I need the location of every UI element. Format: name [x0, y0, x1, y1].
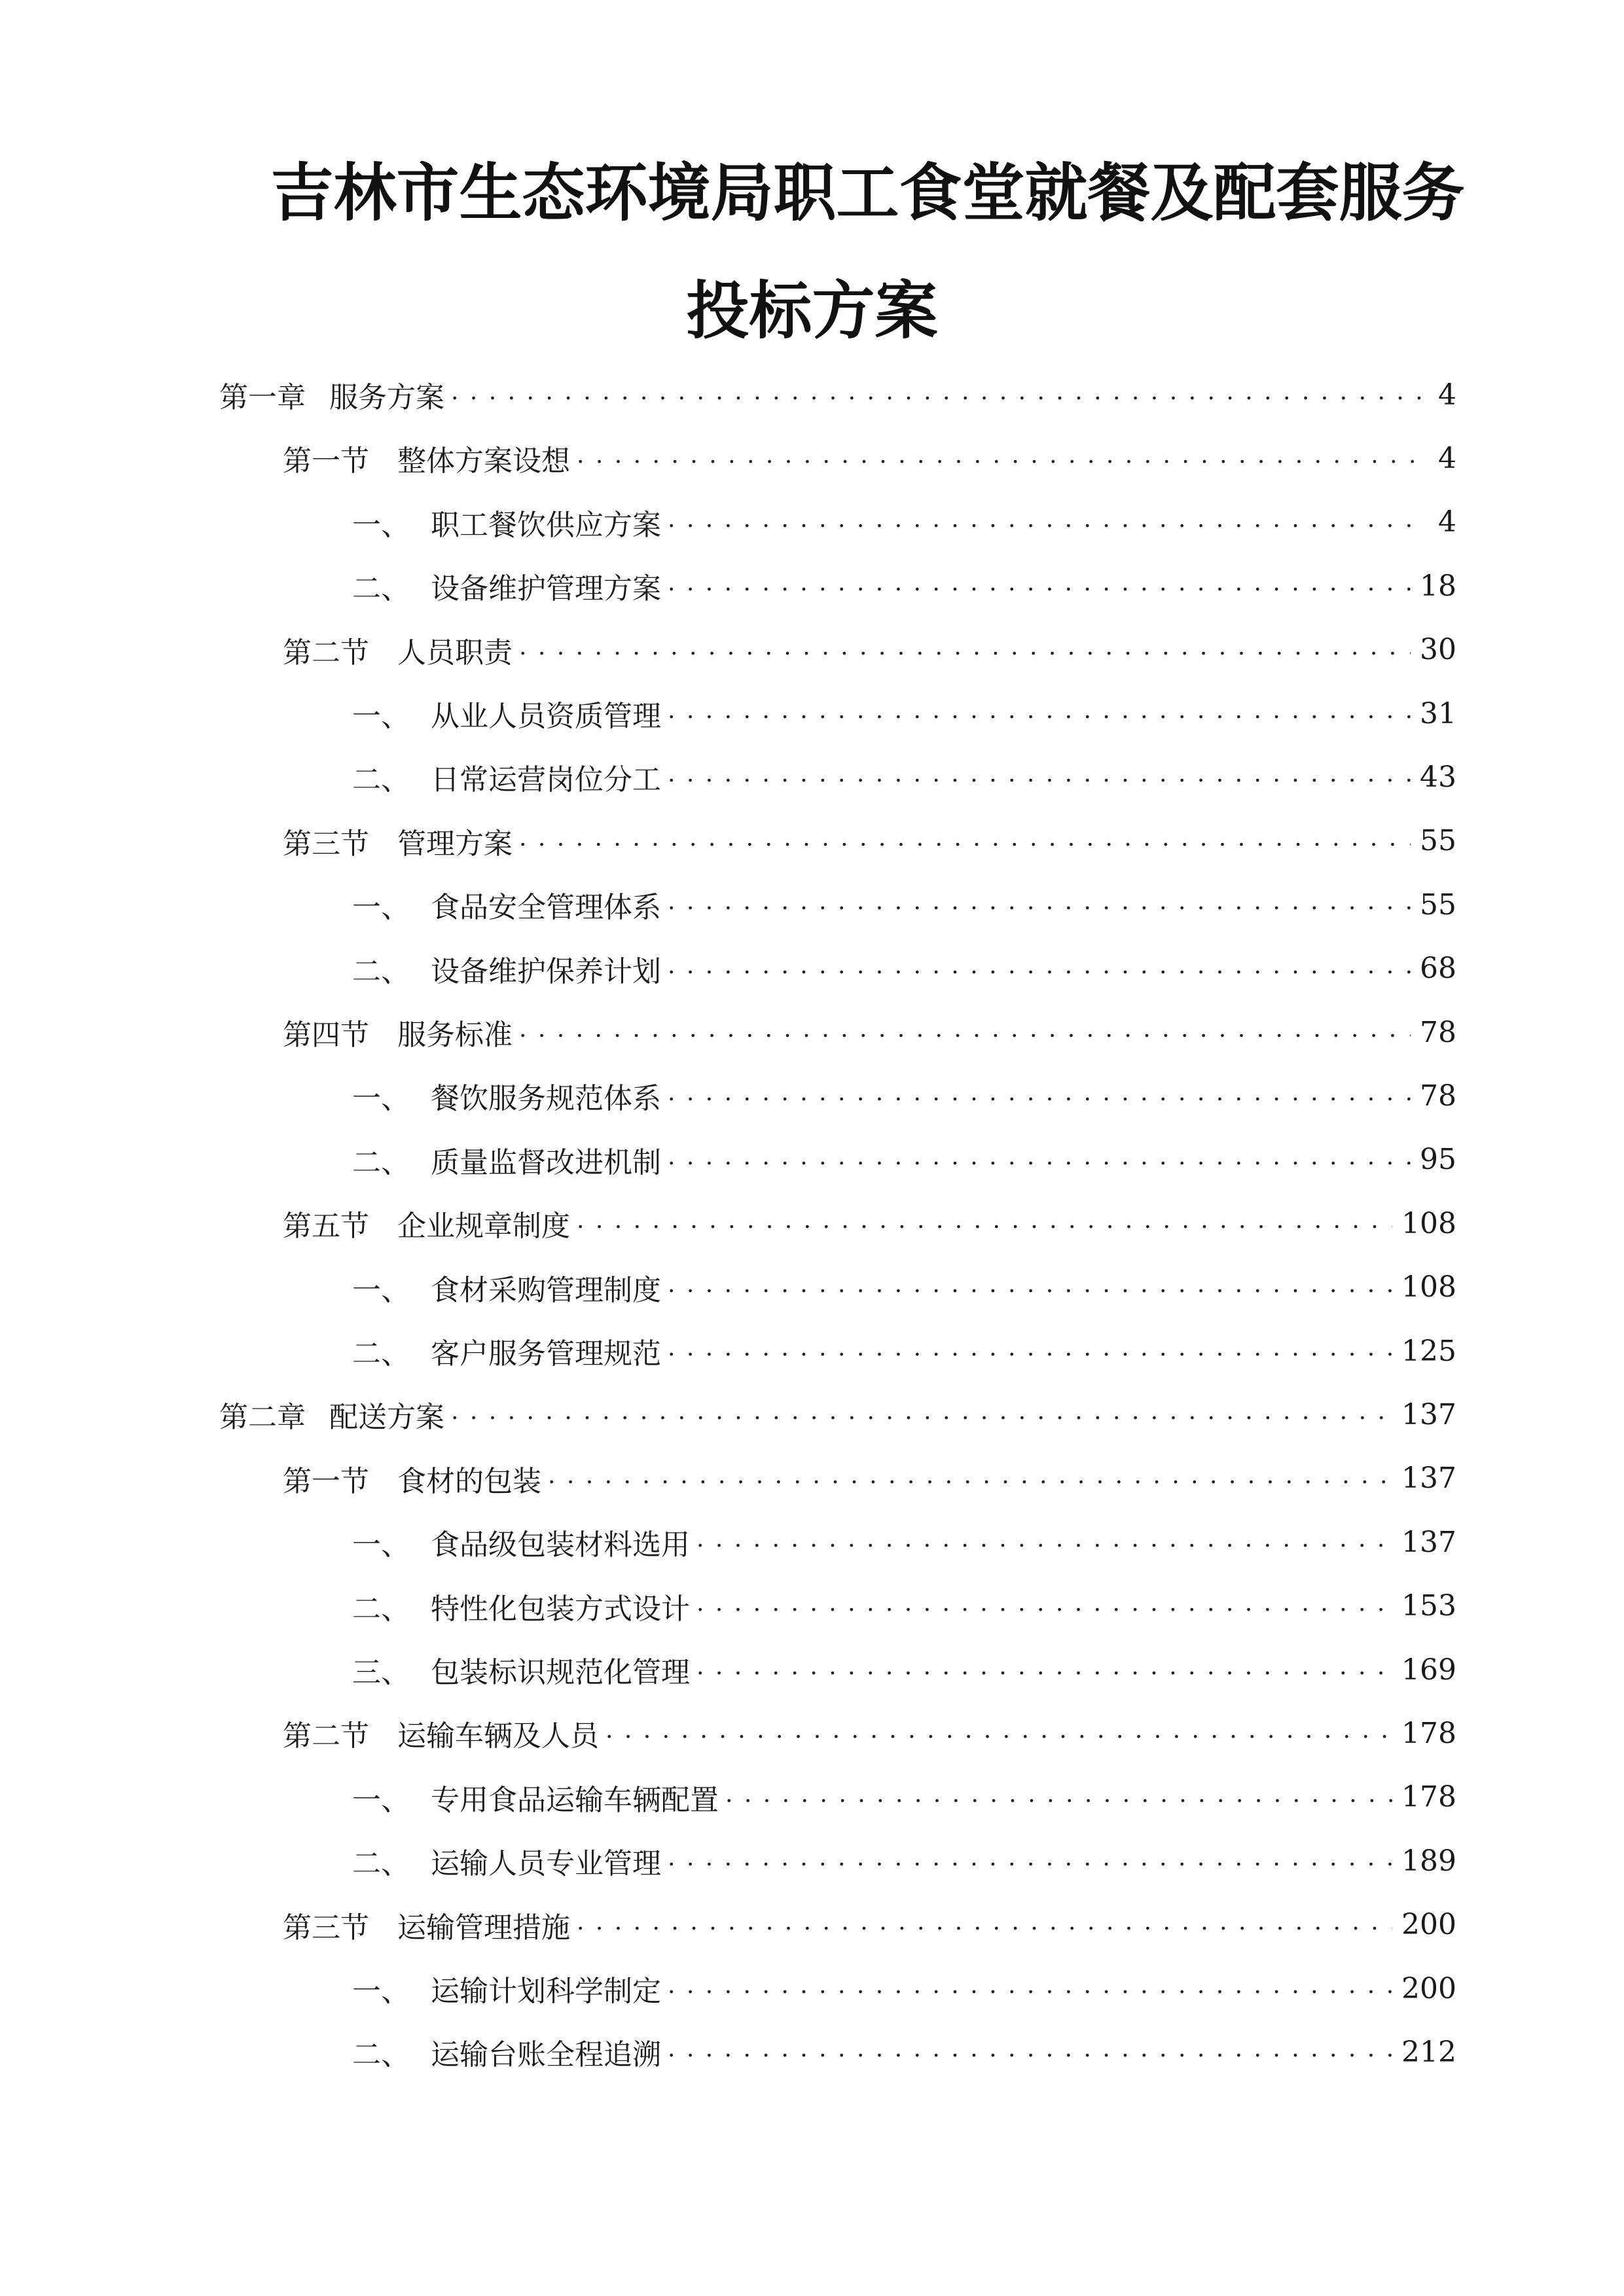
toc-dot-leader	[668, 754, 1411, 800]
toc-entry-number: 二、	[352, 1337, 410, 1371]
toc-entry-number: 一、	[352, 700, 410, 733]
toc-entry[interactable]	[352, 1647, 1456, 1693]
toc-dot-leader	[519, 627, 1411, 673]
toc-entry[interactable]	[352, 499, 1456, 545]
toc-entry-title: 职工餐饮供应方案	[431, 508, 661, 542]
toc-entry-number: 二、	[352, 763, 410, 797]
toc-entry[interactable]	[352, 563, 1456, 609]
toc-entry[interactable]	[283, 1456, 1456, 1501]
toc-entry-number: 二、	[352, 954, 410, 988]
toc-entry-page-number: 18	[1420, 569, 1456, 603]
toc-entry-number: 一、	[352, 891, 410, 925]
toc-dot-leader	[519, 1009, 1411, 1055]
toc-entry-page-number: 4	[1438, 441, 1456, 475]
toc-dot-leader	[668, 563, 1411, 609]
toc-entry-number: 第一章	[219, 381, 306, 414]
toc-entry-number: 第二章	[219, 1401, 306, 1435]
toc-entry-number: 一、	[352, 1528, 410, 1562]
toc-entry-number: 二、	[352, 1847, 410, 1881]
toc-entry-page-number: 125	[1401, 1334, 1456, 1368]
toc-entry-title: 食品级包装材料选用	[431, 1528, 690, 1562]
toc-entry-page-number: 4	[1438, 378, 1456, 412]
toc-dot-leader	[519, 818, 1411, 864]
toc-dot-leader	[668, 1965, 1392, 2011]
toc-entry-page-number: 178	[1401, 1780, 1456, 1814]
toc-entry-page-number: 212	[1401, 2035, 1456, 2069]
toc-dot-leader	[668, 691, 1411, 736]
toc-entry-page-number: 78	[1420, 1015, 1456, 1049]
toc-entry-title: 运输人员专业管理	[431, 1847, 661, 1881]
toc-dot-leader	[451, 372, 1421, 418]
toc-entry[interactable]	[283, 1710, 1456, 1756]
toc-dot-leader	[668, 946, 1411, 992]
toc-entry-title: 运输车辆及人员	[397, 1719, 599, 1753]
toc-entry-page-number: 43	[1420, 760, 1456, 794]
toc-entry-number: 二、	[352, 572, 410, 606]
toc-entry-page-number: 68	[1420, 952, 1456, 986]
toc-entry[interactable]	[352, 691, 1456, 736]
toc-entry-title: 运输管理措施	[397, 1910, 570, 1945]
toc-entry-title: 日常运营岗位分工	[431, 763, 661, 797]
toc-entry-number: 一、	[352, 1783, 410, 1817]
toc-entry[interactable]	[352, 1519, 1456, 1565]
toc-entry-title: 特性化包装方式设计	[431, 1592, 690, 1626]
toc-entry-page-number: 153	[1401, 1589, 1456, 1623]
toc-dot-leader	[696, 1583, 1392, 1629]
toc-entry-number: 第一节	[283, 1464, 369, 1498]
toc-dot-leader	[548, 1456, 1392, 1501]
document-title-line-2: 投标方案	[686, 274, 938, 348]
toc-entry-title: 食材的包装	[397, 1464, 541, 1498]
toc-dot-leader	[668, 499, 1421, 545]
toc-entry-number: 第三节	[283, 1910, 369, 1945]
toc-entry-title: 管理方案	[397, 827, 513, 861]
toc-entry-title: 食品安全管理体系	[431, 891, 661, 925]
toc-dot-leader	[668, 1137, 1411, 1183]
toc-entry-title: 设备维护保养计划	[431, 954, 661, 988]
toc-dot-leader	[696, 1519, 1392, 1565]
toc-entry-title: 食材采购管理制度	[431, 1273, 661, 1307]
toc-entry-page-number: 189	[1401, 1844, 1456, 1878]
toc-entry-page-number: 55	[1420, 888, 1456, 922]
toc-dot-leader	[668, 1328, 1392, 1374]
toc-entry-title: 运输台账全程追溯	[431, 2038, 661, 2072]
toc-entry[interactable]	[352, 1328, 1456, 1374]
toc-entry[interactable]	[352, 1137, 1456, 1183]
toc-entry[interactable]	[352, 882, 1456, 927]
toc-entry[interactable]	[352, 1583, 1456, 1629]
toc-entry-title: 设备维护管理方案	[431, 572, 661, 606]
toc-entry-number: 第五节	[283, 1210, 369, 1244]
toc-entry-page-number: 169	[1401, 1653, 1456, 1687]
toc-entry[interactable]	[283, 1009, 1456, 1055]
toc-dot-leader	[668, 1265, 1392, 1310]
toc-entry-page-number: 4	[1438, 505, 1456, 539]
toc-entry[interactable]	[352, 1838, 1456, 1884]
toc-entry-page-number: 78	[1420, 1079, 1456, 1113]
toc-entry-title: 包装标识规范化管理	[431, 1656, 690, 1689]
toc-dot-leader	[577, 435, 1421, 481]
toc-entry[interactable]	[352, 754, 1456, 800]
toc-entry-number: 二、	[352, 1592, 410, 1626]
toc-entry[interactable]	[352, 2029, 1456, 2075]
toc-entry-number: 二、	[352, 1145, 410, 1179]
toc-entry-title: 服务方案	[329, 381, 444, 414]
toc-entry-page-number: 200	[1401, 1908, 1456, 1942]
toc-entry-title: 运输计划科学制定	[431, 1975, 661, 2008]
toc-entry-number: 第二节	[283, 636, 369, 670]
toc-entry[interactable]	[352, 1774, 1456, 1820]
toc-entry-title: 从业人员资质管理	[431, 700, 661, 733]
toc-entry-title: 整体方案设想	[397, 444, 570, 478]
toc-dot-leader	[605, 1710, 1392, 1756]
toc-entry-page-number: 200	[1401, 1971, 1456, 2005]
toc-entry[interactable]	[283, 1200, 1456, 1246]
toc-entry-page-number: 137	[1401, 1397, 1456, 1431]
toc-entry[interactable]	[352, 1265, 1456, 1310]
toc-entry[interactable]	[352, 1073, 1456, 1119]
toc-entry[interactable]	[352, 946, 1456, 992]
toc-entry-page-number: 137	[1401, 1525, 1456, 1559]
toc-dot-leader	[668, 1073, 1411, 1119]
toc-entry-page-number: 108	[1401, 1270, 1456, 1304]
toc-entry-number: 一、	[352, 1273, 410, 1307]
toc-entry-title: 配送方案	[329, 1401, 444, 1435]
toc-entry-number: 第三节	[283, 827, 369, 861]
toc-dot-leader	[577, 1200, 1392, 1246]
toc-entry-title: 客户服务管理规范	[431, 1337, 661, 1371]
toc-entry-title: 质量监督改进机制	[431, 1145, 661, 1179]
toc-entry-page-number: 178	[1401, 1716, 1456, 1750]
toc-entry[interactable]	[283, 1902, 1456, 1948]
toc-dot-leader	[668, 1838, 1392, 1884]
toc-entry-title: 服务标准	[397, 1018, 513, 1052]
toc-entry-page-number: 137	[1401, 1462, 1456, 1496]
toc-entry[interactable]	[352, 1965, 1456, 2011]
toc-entry-page-number: 95	[1420, 1143, 1456, 1177]
toc-dot-leader	[696, 1647, 1392, 1693]
toc-entry[interactable]	[283, 435, 1456, 481]
toc-dot-leader	[668, 882, 1411, 927]
toc-entry-page-number: 30	[1420, 633, 1456, 667]
toc-entry-number: 一、	[352, 1082, 410, 1116]
toc-entry-number: 第四节	[283, 1018, 369, 1052]
toc-entry-title: 企业规章制度	[397, 1210, 570, 1244]
toc-entry-title: 人员职责	[397, 636, 513, 670]
toc-entry[interactable]	[283, 818, 1456, 864]
toc-entry-number: 一、	[352, 1975, 410, 2008]
toc-entry-page-number: 55	[1420, 824, 1456, 858]
toc-entry[interactable]	[283, 627, 1456, 673]
toc-dot-leader	[577, 1902, 1392, 1948]
toc-entry-number: 第一节	[283, 444, 369, 478]
toc-dot-leader	[451, 1391, 1392, 1437]
toc-entry-page-number: 108	[1401, 1206, 1456, 1240]
toc-entry-number: 三、	[352, 1656, 410, 1689]
toc-entry-page-number: 31	[1420, 696, 1456, 730]
toc-entry-number: 一、	[352, 508, 410, 542]
toc-entry[interactable]	[219, 372, 1456, 418]
toc-dot-leader	[668, 2029, 1392, 2075]
document-title-line-1: 吉林市生态环境局职工食堂就餐及配套服务	[270, 156, 1465, 230]
toc-dot-leader	[725, 1774, 1392, 1820]
toc-entry-number: 二、	[352, 2038, 410, 2072]
toc-entry-title: 专用食品运输车辆配置	[431, 1783, 719, 1817]
toc-entry[interactable]	[219, 1391, 1456, 1437]
toc-entry-title: 餐饮服务规范体系	[431, 1082, 661, 1116]
toc-entry-number: 第二节	[283, 1719, 369, 1753]
